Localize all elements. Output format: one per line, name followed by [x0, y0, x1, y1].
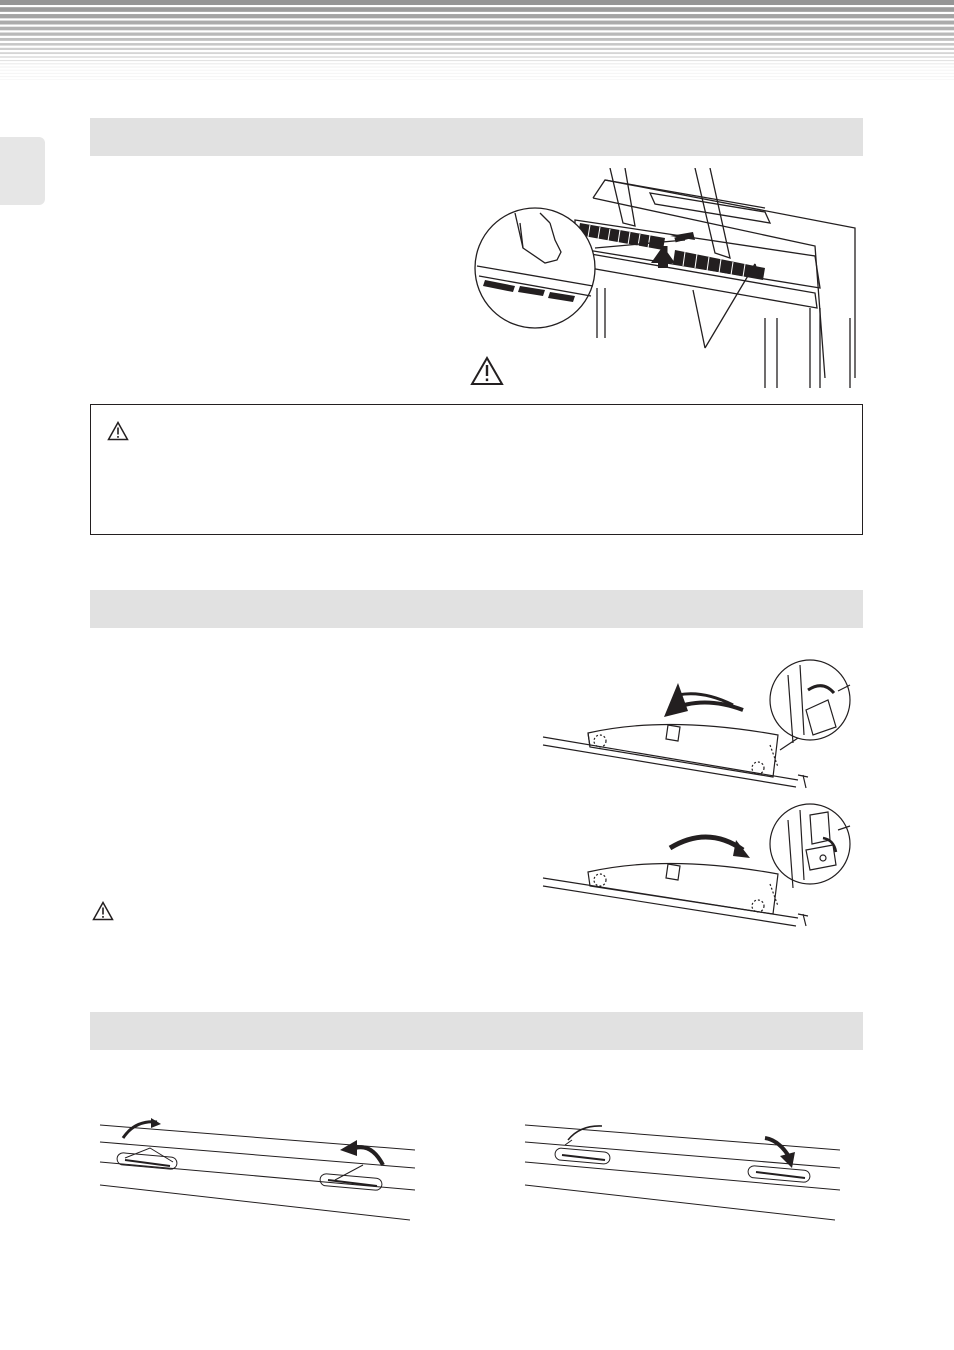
header-stripe — [0, 14, 954, 18]
keyboard-cover-illustration — [465, 168, 865, 393]
caution-icon-illustration — [470, 356, 504, 386]
header-stripe — [0, 52, 954, 54]
header-stripe — [0, 67, 954, 68]
header-stripe — [0, 38, 954, 41]
section-bar-music-rest — [90, 590, 863, 628]
header-stripe — [0, 7, 954, 12]
music-clips-open-illustration — [95, 1110, 425, 1225]
side-chapter-tab — [0, 137, 45, 205]
section-bar-keyboard-cover — [90, 118, 863, 156]
header-stripe — [0, 21, 954, 25]
header-stripe — [0, 73, 954, 74]
warning-triangle-icon — [107, 421, 129, 441]
header-stripe — [0, 79, 954, 80]
header-stripe — [0, 33, 954, 36]
header-stripes — [0, 0, 954, 80]
music-clips-closed-illustration — [520, 1110, 850, 1225]
section-bar-music-clips — [90, 1012, 863, 1050]
header-stripe — [0, 48, 954, 50]
music-rest-raise-illustration — [538, 655, 863, 790]
caution-icon-music-rest — [92, 901, 114, 921]
music-rest-fold-illustration — [538, 800, 863, 935]
header-stripe — [0, 0, 954, 5]
header-stripe — [0, 76, 954, 77]
header-stripe — [0, 56, 954, 58]
header-stripe — [0, 63, 954, 64]
caution-box — [90, 404, 863, 535]
header-stripe — [0, 60, 954, 61]
header-stripe — [0, 70, 954, 71]
header-stripe — [0, 43, 954, 46]
header-stripe — [0, 27, 954, 31]
